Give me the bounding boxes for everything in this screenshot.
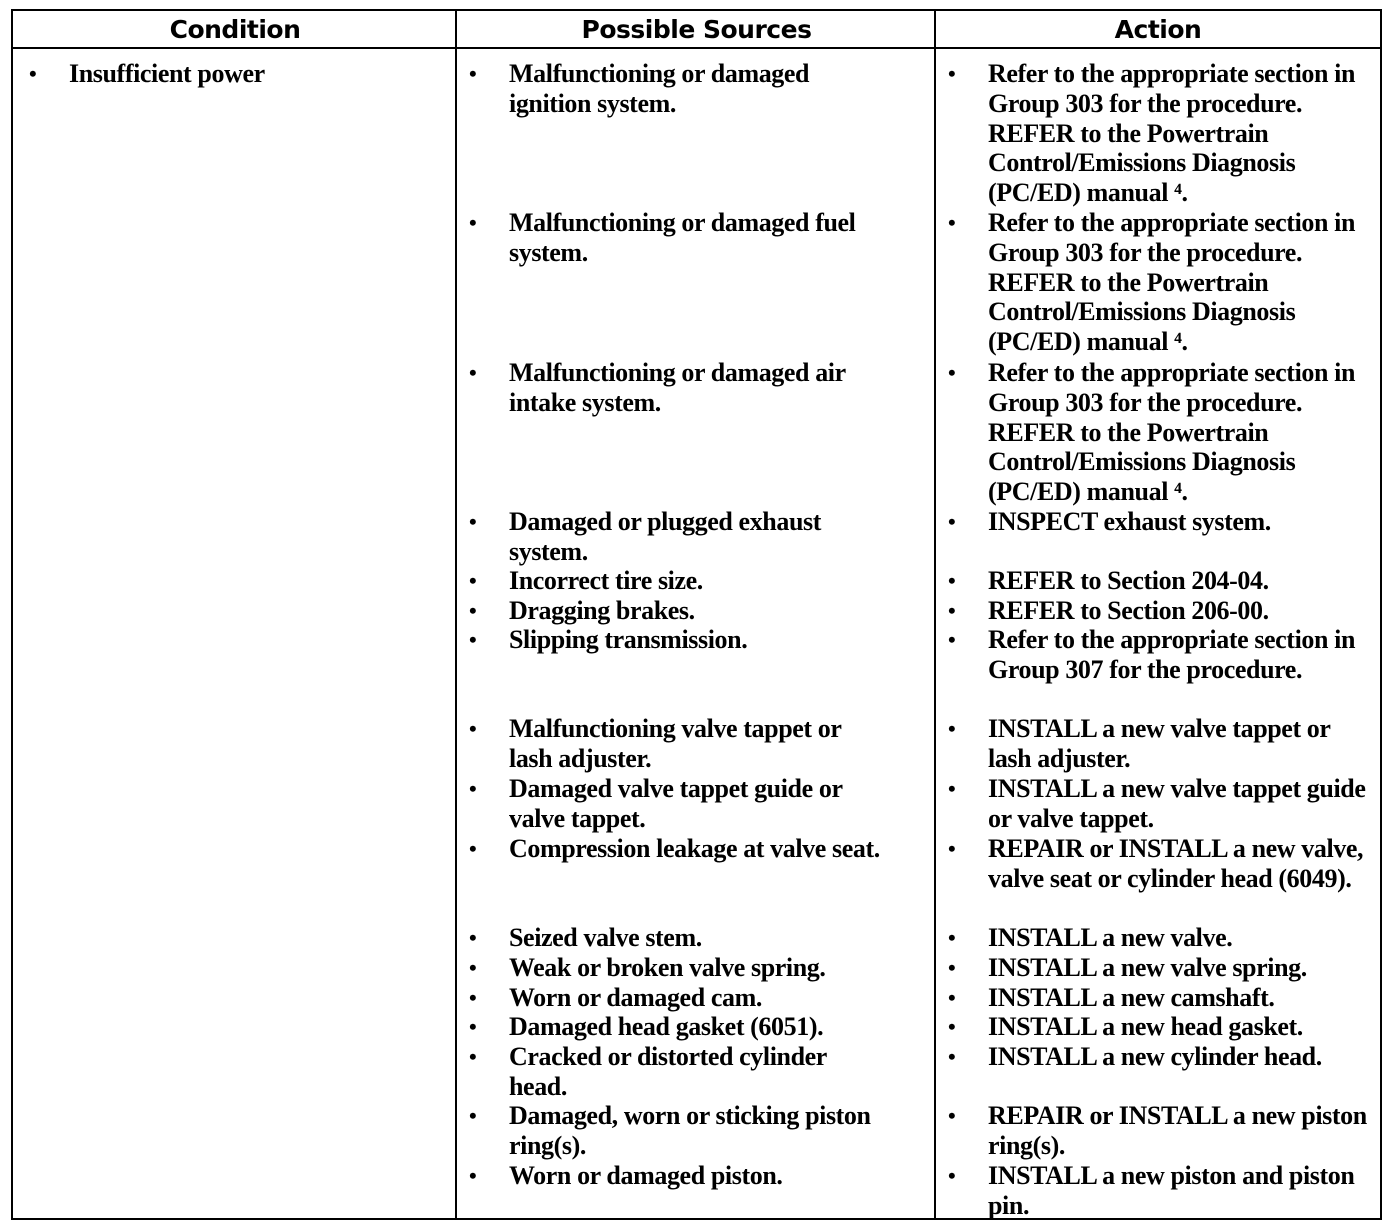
bullet-icon: • [469, 955, 477, 980]
bullet-icon: • [469, 210, 477, 235]
source-text: Damaged head gasket (6051). [509, 1012, 824, 1041]
action-text: Refer to the appropriate section in Group 303 for the procedure. REFER to the Powertrain Control/Emissions Diagnosis (PC/ED) manual ⁴. [988, 59, 1356, 208]
action-text: REPAIR or INSTALL a new valve, valve seat or cylinder head (6049). [988, 834, 1364, 893]
source-text: Damaged or plugged exhaust system. [509, 507, 821, 566]
action-text: REPAIR or INSTALL a new piston ring(s). [988, 1101, 1367, 1160]
bullet-icon: • [948, 985, 956, 1010]
bullet-icon: • [469, 1014, 477, 1039]
bullet-icon: • [948, 716, 956, 741]
action-text: REFER to Section 206-00. [988, 596, 1269, 625]
bullet-icon: • [469, 598, 477, 623]
action-text: INSTALL a new valve tappet or lash adjuster. [988, 714, 1331, 773]
header-possible-sources: Possible Sources [457, 11, 936, 49]
bullet-icon: • [948, 360, 956, 385]
source-text: Malfunctioning or damaged air intake system. [509, 358, 846, 417]
source-text: Damaged valve tappet guide or valve tappet. [509, 774, 843, 833]
source-text: Slipping transmission. [509, 625, 748, 654]
source-text: Malfunctioning or damaged ignition system. [509, 59, 810, 118]
bullet-icon: • [469, 925, 477, 950]
condition-text: Insufficient power [69, 59, 265, 88]
source-text: Malfunctioning or damaged fuel system. [509, 208, 856, 267]
bullet-icon: • [469, 627, 477, 652]
source-text: Seized valve stem. [509, 923, 702, 952]
action-text: INSTALL a new valve tappet guide or valve tappet. [988, 774, 1366, 833]
bullet-icon: • [948, 1044, 956, 1069]
column-divider [934, 11, 936, 1218]
bullet-icon: • [948, 955, 956, 980]
action-text: INSTALL a new cylinder head. [988, 1042, 1322, 1071]
source-text: Worn or damaged piston. [509, 1161, 783, 1190]
header-condition: Condition [13, 11, 457, 49]
action-text: INSTALL a new camshaft. [988, 983, 1275, 1012]
action-text: INSTALL a new valve. [988, 923, 1233, 952]
action-text: INSTALL a new head gasket. [988, 1012, 1303, 1041]
bullet-icon: • [948, 925, 956, 950]
bullet-icon: • [469, 360, 477, 385]
bullet-icon: • [948, 210, 956, 235]
action-text: INSPECT exhaust system. [988, 507, 1271, 536]
bullet-icon: • [948, 1103, 956, 1128]
bullet-icon: • [948, 627, 956, 652]
source-text: Compression leakage at valve seat. [509, 834, 880, 863]
action-text: INSTALL a new valve spring. [988, 953, 1307, 982]
source-text: Incorrect tire size. [509, 566, 703, 595]
action-text: Refer to the appropriate section in Group 303 for the procedure. REFER to the Powertrain Control/Emissions Diagnosis (PC/ED) manual ⁴. [988, 358, 1356, 507]
bullet-icon: • [469, 509, 477, 534]
source-text: Weak or broken valve spring. [509, 953, 826, 982]
action-text: Refer to the appropriate section in Group 307 for the procedure. [988, 625, 1356, 684]
bullet-icon: • [948, 509, 956, 534]
bullet-icon: • [948, 776, 956, 801]
bullet-icon: • [948, 1014, 956, 1039]
bullet-icon: • [948, 568, 956, 593]
bullet-icon: • [948, 598, 956, 623]
bullet-icon: • [469, 776, 477, 801]
source-text: Malfunctioning valve tappet or lash adjuster. [509, 714, 842, 773]
action-text: INSTALL a new piston and piston pin. [988, 1161, 1355, 1220]
bullet-icon: • [469, 61, 477, 86]
bullet-icon: • [948, 836, 956, 861]
header-action: Action [936, 11, 1380, 49]
bullet-icon: • [469, 568, 477, 593]
source-text: Cracked or distorted cylinder head. [509, 1042, 827, 1101]
column-divider [455, 11, 457, 1218]
source-text: Damaged, worn or sticking piston ring(s). [509, 1101, 871, 1160]
bullet-icon: • [469, 716, 477, 741]
bullet-icon: • [469, 1163, 477, 1188]
bullet-icon: • [948, 1163, 956, 1188]
source-text: Worn or damaged cam. [509, 983, 762, 1012]
bullet-icon: • [29, 61, 37, 86]
action-text: Refer to the appropriate section in Group 303 for the procedure. REFER to the Powertrain Control/Emissions Diagnosis (PC/ED) manual ⁴. [988, 208, 1356, 357]
source-text: Dragging brakes. [509, 596, 695, 625]
bullet-icon: • [469, 1044, 477, 1069]
diagnostic-table [11, 9, 1382, 1220]
bullet-icon: • [469, 836, 477, 861]
bullet-icon: • [469, 1103, 477, 1128]
bullet-icon: • [948, 61, 956, 86]
action-text: REFER to Section 204-04. [988, 566, 1269, 595]
bullet-icon: • [469, 985, 477, 1010]
